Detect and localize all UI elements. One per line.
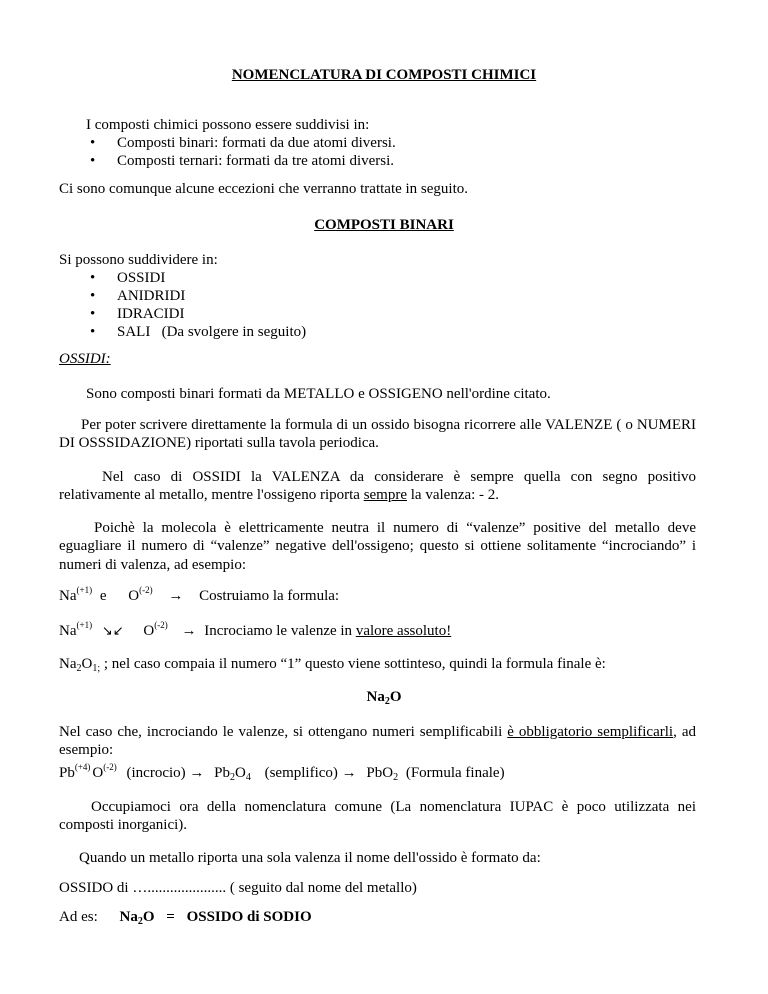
example-line-5: Ad es: $Na_2O$ = OSSIDO di SODIO: [59, 909, 312, 927]
ossidi-paragraph-6: Occupiamoci ora della nomenclatura comune (La nomenclatura IUPAC è poco utilizzata nei composti inorganici).: [59, 799, 696, 834]
arrow-icon: →: [181, 623, 197, 639]
ossidi-paragraph-4: Poichè la molecola è elettricamente neutra il numero di “valenze” positive del metallo deve eguagliare il numero di “valenze” negative dell'ossigeno; questo si ottiene solitamente “incrociando” i numeri di valenza, ad esempio:: [59, 520, 696, 573]
ossidi-paragraph-5: Nel caso che, incrociando le valenze, si ottengano numeri semplificabili è obbligatorio semplificarli, ad esempio:: [59, 724, 696, 759]
ossidi-paragraph-1: Sono composti binari formati da METALLO e OSSIGENO nell'ordine citato.: [86, 386, 551, 402]
ossidi-paragraph-7: Quando un metallo riporta una sola valenza il nome dell'ossido è formato da:: [79, 850, 541, 866]
bullet-icon: •: [90, 324, 96, 340]
intro-lead: I composti chimici possono essere suddivisi in:: [86, 117, 370, 133]
bullet-icon: •: [90, 135, 96, 151]
ossidi-paragraph-2: Per poter scrivere direttamente la formula di un ossido bisogna ricorrere alle VALENZE ( o NUMERI DI OSSSIDAZIONE) riportati sulla tavola periodica.: [59, 417, 696, 452]
intro-exceptions: Ci sono comunque alcune eccezioni che verranno trattate in seguito.: [59, 181, 469, 197]
section-heading-binari: COMPOSTI BINARI: [314, 217, 454, 233]
document-page: NOMENCLATURA DI COMPOSTI CHIMICI I composti chimici possono essere suddivisi in: • Composti binari: formati da due atomi diversi. • Composti ternari: formati da tre atomi diversi. Ci sono comunque alcune eccezioni che verranno trattate in seguito. COMPOSTI BINARI Si possono suddividere in: • OSSIDI • ANIDRIDI • IDRACIDI • SALI (Da svolgere in seguito) OSSIDI: Sono composti binari formati da METALLO e OSSIGENO nell'ordine citato. Per poter scrivere direttamente la formula di un ossido bisogna ricorrere alle VALENZE ( o NUMERI DI OSSSIDAZIONE) riportati sulla tavola periodica. Nel caso di OSSIDI la VALENZA da considerare è sempre quella con segno positivo relativamente al metallo, mentre l'ossigeno riporta sempre la valenza: - 2. Poichè la molecola è elettricamente neutra il numero di “valenze” positive del metallo deve eguagliare il numero di “valenze” negative dell'ossigeno; questo si ottiene solitamente “incrociando” i numeri di valenza, ad esempio: $Na^{(+1)}$ e $O^{(-2)}$ → Costruiamo la formula: $Na^{(+1)}$ ↘↙ $O^{(-2)}$ → Incrociamo le valenze in valore assoluto! $Na_2O_{1;}$ ; nel caso compaia il numero “1” questo viene sottinteso, quindi la formula finale è: $Na_2O$ Nel caso che, incrociando le valenze, si ottengano numeri semplificabili è obbligatorio semplificarli, ad esempio: $Pb^{(+4)}$ $O^{(-2)}$ (incrocio) → $Pb_2O_4$ (semplifico) → PbO$_2$ (Formula finale) Occupiamoci ora della nomenclatura comune (La nomenclatura IUPAC è poco utilizzata nei composti inorganici). Quando un metallo riporta una sola valenza il nome dell'ossido è formato da: OSSIDO di …..................... ( seguito dal nome del metallo) Ad es: $Na_2O$ = OSSIDO di SODIO: [0, 0, 768, 994]
document-title: NOMENCLATURA DI COMPOSTI CHIMICI: [231, 67, 537, 83]
ossidi-paragraph-3: Nel caso di OSSIDI la VALENZA da considerare è sempre quella con segno positivo relativamente al metallo, mentre l'ossigeno riporta sempre la valenza: - 2.: [59, 469, 696, 504]
example-line-3: $Na_2O_{1;}$ ; nel caso compaia il numero “1” questo viene sottinteso, quindi la formula finale è:: [59, 656, 606, 674]
bullet-icon: •: [90, 153, 96, 169]
example-line-2: $Na^{(+1)}$ ↘↙ $O^{(-2)}$ → Incrociamo le valenze in valore assoluto!: [59, 620, 452, 639]
bullet-icon: •: [90, 306, 96, 322]
section-heading-ossidi: OSSIDI:: [59, 351, 111, 367]
example-line-1: $Na^{(+1)}$ e $O^{(-2)}$ → Costruiamo la formula:: [59, 585, 340, 604]
example-line-4: $Pb^{(+4)}$ $O^{(-2)}$ (incrocio) → $Pb_2O_4$ (semplifico) → PbO$_2$ (Formula finale): [59, 762, 505, 783]
binari-lead: Si possono suddividere in:: [59, 252, 218, 268]
arrow-icon: →: [168, 588, 184, 604]
bullet-icon: •: [90, 270, 96, 286]
cross-arrows-icon: ↘↙: [101, 624, 124, 639]
ossidi-paragraph-8: OSSIDO di …..................... ( seguito dal nome del metallo): [59, 880, 417, 896]
final-formula: $Na_2O$: [366, 689, 402, 707]
bullet-icon: •: [90, 288, 96, 304]
